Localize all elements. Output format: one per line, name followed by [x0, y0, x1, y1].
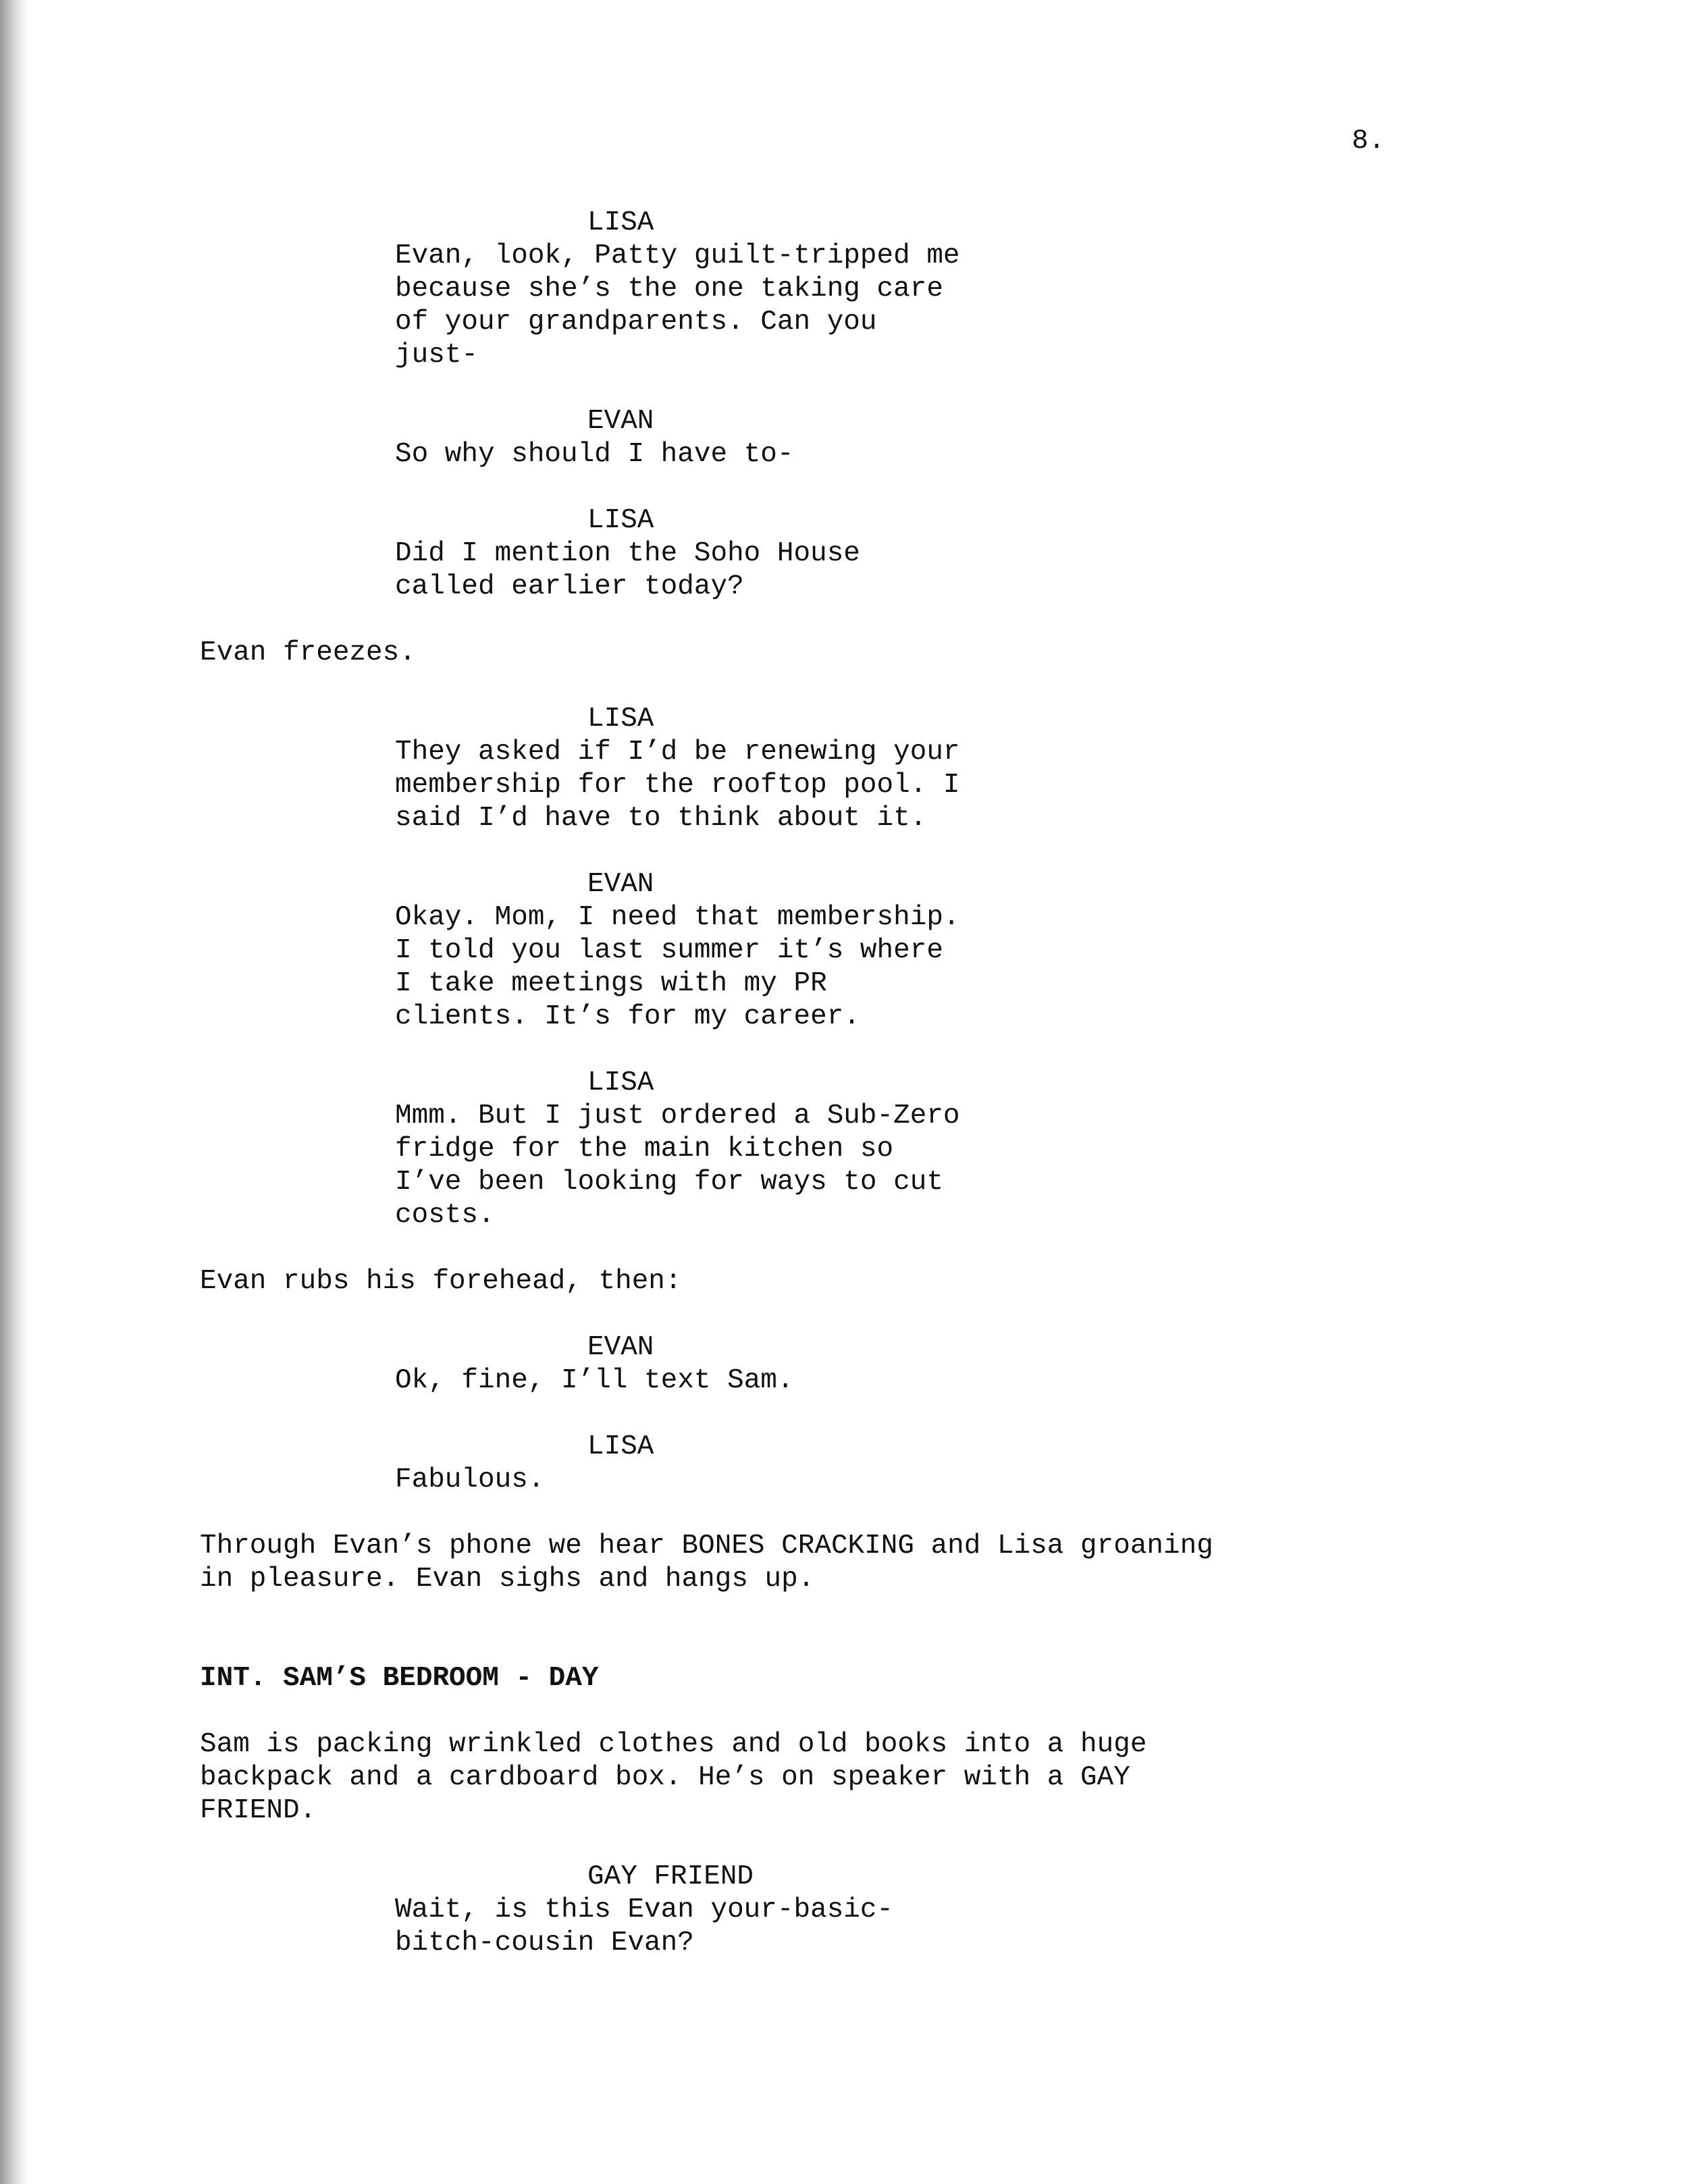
dialogue-line: Mmm. But I just ordered a Sub-Zero — [395, 1100, 960, 1131]
character-name: EVAN — [587, 1332, 654, 1363]
character-name: LISA — [587, 505, 654, 536]
dialogue-line: So why should I have to- — [395, 439, 794, 470]
character-name: EVAN — [587, 406, 654, 437]
dialogue-line: They asked if I’d be renewing your — [395, 737, 960, 768]
dialogue-line: just- — [395, 340, 479, 371]
dialogue-line: costs. — [395, 1200, 495, 1231]
character-name: LISA — [587, 1067, 654, 1098]
page-edge-shadow — [0, 0, 28, 2184]
dialogue-line: membership for the rooftop pool. I — [395, 770, 960, 801]
action-line: Evan freezes. — [200, 637, 416, 668]
character-name: LISA — [587, 1431, 654, 1462]
character-name: GAY FRIEND — [587, 1861, 754, 1892]
character-name: EVAN — [587, 869, 654, 900]
dialogue-line: called earlier today? — [395, 571, 744, 602]
scene-heading: INT. SAM’S BEDROOM - DAY — [200, 1663, 599, 1694]
dialogue-line: clients. It’s for my career. — [395, 1001, 860, 1032]
action-line: in pleasure. Evan sighs and hangs up. — [200, 1564, 815, 1595]
dialogue-line: Fabulous. — [395, 1464, 545, 1495]
character-name: LISA — [587, 207, 654, 238]
action-line: Sam is packing wrinkled clothes and old books into a huge — [200, 1729, 1147, 1760]
dialogue-line: I told you last summer it’s where — [395, 935, 943, 966]
dialogue-line: of your grandparents. Can you — [395, 307, 877, 338]
action-line: backpack and a cardboard box. He’s on speaker with a GAY — [200, 1762, 1130, 1793]
dialogue-line: I’ve been looking for ways to cut — [395, 1167, 943, 1198]
dialogue-line: Did I mention the Soho House — [395, 538, 860, 569]
dialogue-line: I take meetings with my PR — [395, 968, 827, 999]
dialogue-line: bitch-cousin Evan? — [395, 1927, 694, 1959]
page-number: 8. — [1352, 126, 1386, 157]
dialogue-line: said I’d have to think about it. — [395, 803, 927, 834]
character-name: LISA — [587, 703, 654, 735]
action-line: Evan rubs his forehead, then: — [200, 1266, 682, 1297]
dialogue-line: Wait, is this Evan your-basic- — [395, 1894, 894, 1925]
dialogue-line: fridge for the main kitchen so — [395, 1134, 894, 1165]
dialogue-line: Okay. Mom, I need that membership. — [395, 902, 960, 933]
dialogue-line: because she’s the one taking care — [395, 273, 943, 304]
dialogue-line: Ok, fine, I’ll text Sam. — [395, 1365, 794, 1396]
dialogue-line: Evan, look, Patty guilt-tripped me — [395, 240, 960, 271]
action-line: Through Evan’s phone we hear BONES CRACKING and Lisa groaning — [200, 1530, 1213, 1562]
action-line: FRIEND. — [200, 1795, 317, 1826]
